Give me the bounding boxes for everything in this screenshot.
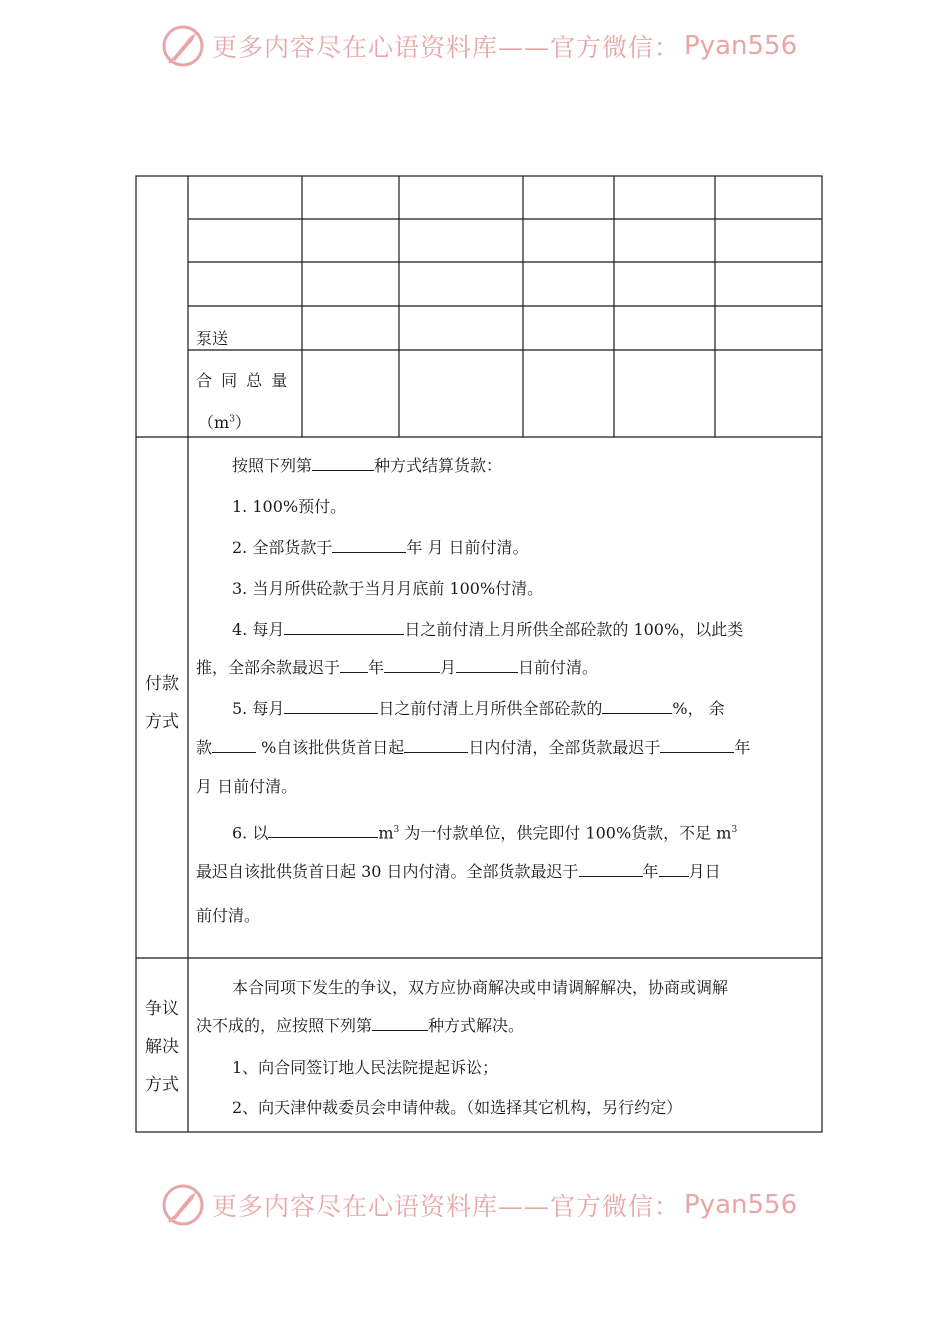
opt5-year-blank[interactable] bbox=[660, 738, 734, 753]
opt6-a: 6. 以 bbox=[232, 823, 269, 843]
opt5-d: 款 bbox=[196, 738, 213, 757]
row-pump-label: 泵送 bbox=[196, 329, 229, 348]
opt6-f: 月日 bbox=[688, 862, 721, 881]
payment-opt4-line1 bbox=[232, 620, 858, 640]
opt5-remainder-blank[interactable] bbox=[212, 738, 256, 753]
payment-method-blank[interactable] bbox=[312, 456, 374, 471]
opt6-d: 最迟自该批供货首日起 30 日内付清。全部货款最迟于 bbox=[196, 862, 579, 881]
payment-opt5-line3: 月 日前付清。 bbox=[196, 777, 298, 796]
opt4-day-blank[interactable] bbox=[284, 620, 404, 635]
payment-opt3: 3. 当月所供砼款于当月月底前 100%付清。 bbox=[232, 579, 544, 598]
dispute-p2 bbox=[196, 1016, 822, 1036]
opt4-year-blank[interactable] bbox=[340, 658, 368, 673]
payment-intro-b: 种方式结算货款： bbox=[374, 456, 503, 475]
opt6-e: 年 bbox=[642, 862, 659, 881]
opt4-f: 日前付清。 bbox=[518, 658, 599, 677]
opt5-e: %自该批供货首日起 bbox=[256, 738, 405, 757]
opt4-date-blank[interactable] bbox=[456, 658, 518, 673]
dispute-p2-a: 决不成的，应按照下列第 bbox=[196, 1016, 373, 1035]
opt6-sup-2: 3 bbox=[731, 825, 738, 835]
opt6-sup: 3 bbox=[393, 825, 400, 835]
opt2-a: 2. 全部货款于 bbox=[232, 538, 333, 557]
opt4-d: 年 bbox=[368, 658, 385, 677]
opt2-year-blank[interactable] bbox=[332, 538, 406, 553]
watermark-wechat-id: Pyan556 bbox=[684, 1190, 798, 1220]
watermark-footer bbox=[160, 1179, 797, 1231]
opt4-a: 4. 每月 bbox=[232, 620, 285, 639]
payment-opt2 bbox=[232, 538, 858, 558]
opt4-c: 推，全部余款最迟于 bbox=[196, 658, 341, 677]
quill-pen-logo-icon bbox=[160, 1182, 206, 1228]
dispute-p1: 本合同项下发生的争议，双方应协商解决或申请调解解决，协商或调解 bbox=[232, 978, 729, 997]
payment-label-2: 方式 bbox=[145, 712, 179, 732]
row-total-label: 合 同 总 量 bbox=[196, 371, 290, 390]
payment-intro bbox=[232, 456, 858, 476]
opt5-a: 5. 每月 bbox=[232, 699, 285, 718]
opt5-g: 年 bbox=[734, 738, 751, 757]
payment-label-1: 付款 bbox=[145, 674, 179, 694]
payment-opt1: 1. 100%预付。 bbox=[232, 497, 347, 516]
unit-close: ） bbox=[234, 413, 251, 432]
opt2-b: 年 月 日前付清。 bbox=[406, 538, 529, 557]
opt5-days-blank[interactable] bbox=[404, 738, 468, 753]
dispute-opt1: 1、向合同签订地人民法院提起诉讼； bbox=[232, 1058, 499, 1077]
payment-opt6-line2 bbox=[196, 862, 822, 882]
payment-intro-a: 按照下列第 bbox=[232, 456, 313, 475]
payment-opt5-line1 bbox=[232, 699, 858, 719]
payment-opt4-line2 bbox=[196, 658, 822, 678]
opt5-b: 日之前付清上月所供全部砼款的 bbox=[378, 699, 603, 718]
opt4-b: 日之前付清上月所供全部砼款的 100%，以此类 bbox=[404, 620, 744, 639]
opt6-unit-blank[interactable] bbox=[268, 823, 378, 838]
payment-opt5-line2 bbox=[196, 738, 822, 758]
opt5-day-blank[interactable] bbox=[284, 699, 378, 714]
payment-opt6-line1 bbox=[232, 820, 858, 843]
dispute-label-1: 争议 bbox=[145, 999, 179, 1019]
watermark-text: 更多内容尽在心语资料库——官方微信： bbox=[212, 1192, 681, 1221]
dispute-opt2: 2、向天津仲裁委员会申请仲裁。（如选择其它机构，另行约定） bbox=[232, 1098, 683, 1117]
payment-opt6-line3: 前付清。 bbox=[196, 906, 261, 925]
opt6-c: 为一付款单位，供完即付 100%货款，不足 m bbox=[399, 823, 732, 843]
watermark-wechat-id: Pyan556 bbox=[684, 31, 798, 61]
opt4-month-blank[interactable] bbox=[384, 658, 440, 673]
opt4-e: 月 bbox=[440, 658, 457, 677]
opt6-b: m bbox=[378, 823, 394, 843]
row-total-unit bbox=[198, 410, 251, 433]
unit-sup: 3 bbox=[229, 414, 235, 425]
opt6-year-blank[interactable] bbox=[579, 862, 643, 877]
dispute-p2-b: 种方式解决。 bbox=[428, 1016, 525, 1035]
dispute-method-blank[interactable] bbox=[372, 1016, 428, 1031]
watermark-text: 更多内容尽在心语资料库——官方微信： bbox=[212, 33, 681, 62]
opt6-month-blank[interactable] bbox=[659, 862, 689, 877]
opt5-percent-blank[interactable] bbox=[602, 699, 672, 714]
dispute-label-2: 解决 bbox=[145, 1037, 179, 1057]
opt5-f: 日内付清，全部货款最迟于 bbox=[468, 738, 661, 757]
opt5-c: %， 余 bbox=[672, 699, 725, 718]
dispute-label-3: 方式 bbox=[145, 1075, 179, 1095]
unit-m: （m bbox=[198, 413, 230, 432]
